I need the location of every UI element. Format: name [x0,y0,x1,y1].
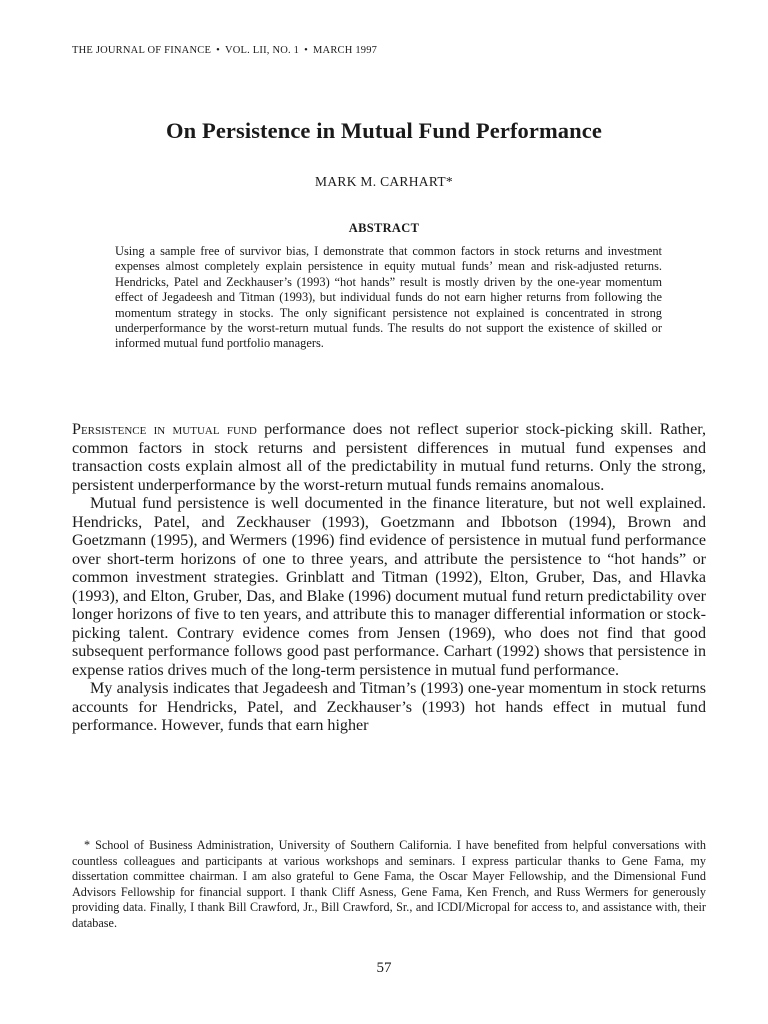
issue-date: MARCH 1997 [313,45,378,56]
running-head [72,45,377,56]
abstract-heading: ABSTRACT [348,221,420,235]
author-name: MARK M. CARHART* [315,174,453,189]
abstract-text: Using a sample free of survivor bias, I demonstrate that common factors in stock returns and investment expenses almost completely explain persistence in equity mutual funds’ mean and risk-adjusted returns. Hendricks, Patel and Zeckhauser’s (1993) “hot hands” result is mostly driven by the one-year momentum effect of Jegadeesh and Titman (1993), but individual funds do not earn higher returns from following the momentum strategy in stocks. The only significant persistence not explained is concentrated in strong underperformance by the worst-return mutual funds. The results do not support the existence of skilled or informed mutual fund portfolio managers. [115,244,662,351]
body-paragraph [72,421,706,495]
body-paragraph: My analysis indicates that Jegadeesh and Titman’s (1993) one-year momentum in stock returns accounts for Hendricks, Patel, and Zeckhauser’s (1993) hot hands effect in mutual fund performance. However, funds that earn higher [72,680,706,734]
volume-issue: VOL. LII, NO. 1 [224,45,300,56]
separator-bullet: • [304,45,308,56]
footnote: * School of Business Administration, University of Southern California. I have benefited from helpful conversations with countless colleagues and participants at various workshops and seminars. I express particular thanks to Gene Fama, my dissertation committee chairman. I am also grateful to Gene Fama, the Oscar Mayer Fellowship, and the Dimensional Fund Advisors Fellowship for financial support. I thank Cliff Asness, Gene Fama, Ken French, and Russ Wermers for generously providing data. Finally, I thank Bill Crawford, Jr., Bill Crawford, Sr., and ICDI/Micropal for access to, and assistance with, their database. [72,838,706,930]
journal-name: THE JOURNAL OF FINANCE [72,45,212,56]
separator-bullet: • [216,45,220,56]
body-text [72,421,706,736]
body-paragraph: Mutual fund persistence is well documented in the finance literature, but not well explained. Hendricks, Patel, and Zeckhauser (1993), Goetzmann and Ibbotson (1994), Brown and Goetzmann (1995), and Wermers (1996) find evidence of persistence in mutual fund performance over short-term horizons of one to three years, and attribute the persistence to “hot hands” or common investment strategies. Grinblatt and Titman (1992), Elton, Gruber, Das, and Hlavka (1993), and Elton, Gruber, Das, and Blake (1996) document mutual fund return predictability over longer horizons of five to ten years, and attribute this to manager differential information or stock-picking talent. Contrary evidence comes from Jensen (1969), who does not find that good subsequent performance follows good past performance. Carhart (1992) shows that persistence in expense ratios drives much of the long-term persistence in mutual fund performance. [72,495,706,679]
lead-in-smallcaps: Persistence in mutual fund [72,421,257,438]
page-number: 57 [376,960,392,976]
paragraph-text: performance does not reflect superior stock-picking skill. Rather, common factors in stock returns and persistent differences in mutual fund expenses and transaction costs explain almost all of the predictability in mutual fund returns. Only the strong, persistent underperformance by the worst-return mutual funds remains anomalous. [72,421,706,494]
paper-title: On Persistence in Mutual Fund Performance [166,118,602,143]
